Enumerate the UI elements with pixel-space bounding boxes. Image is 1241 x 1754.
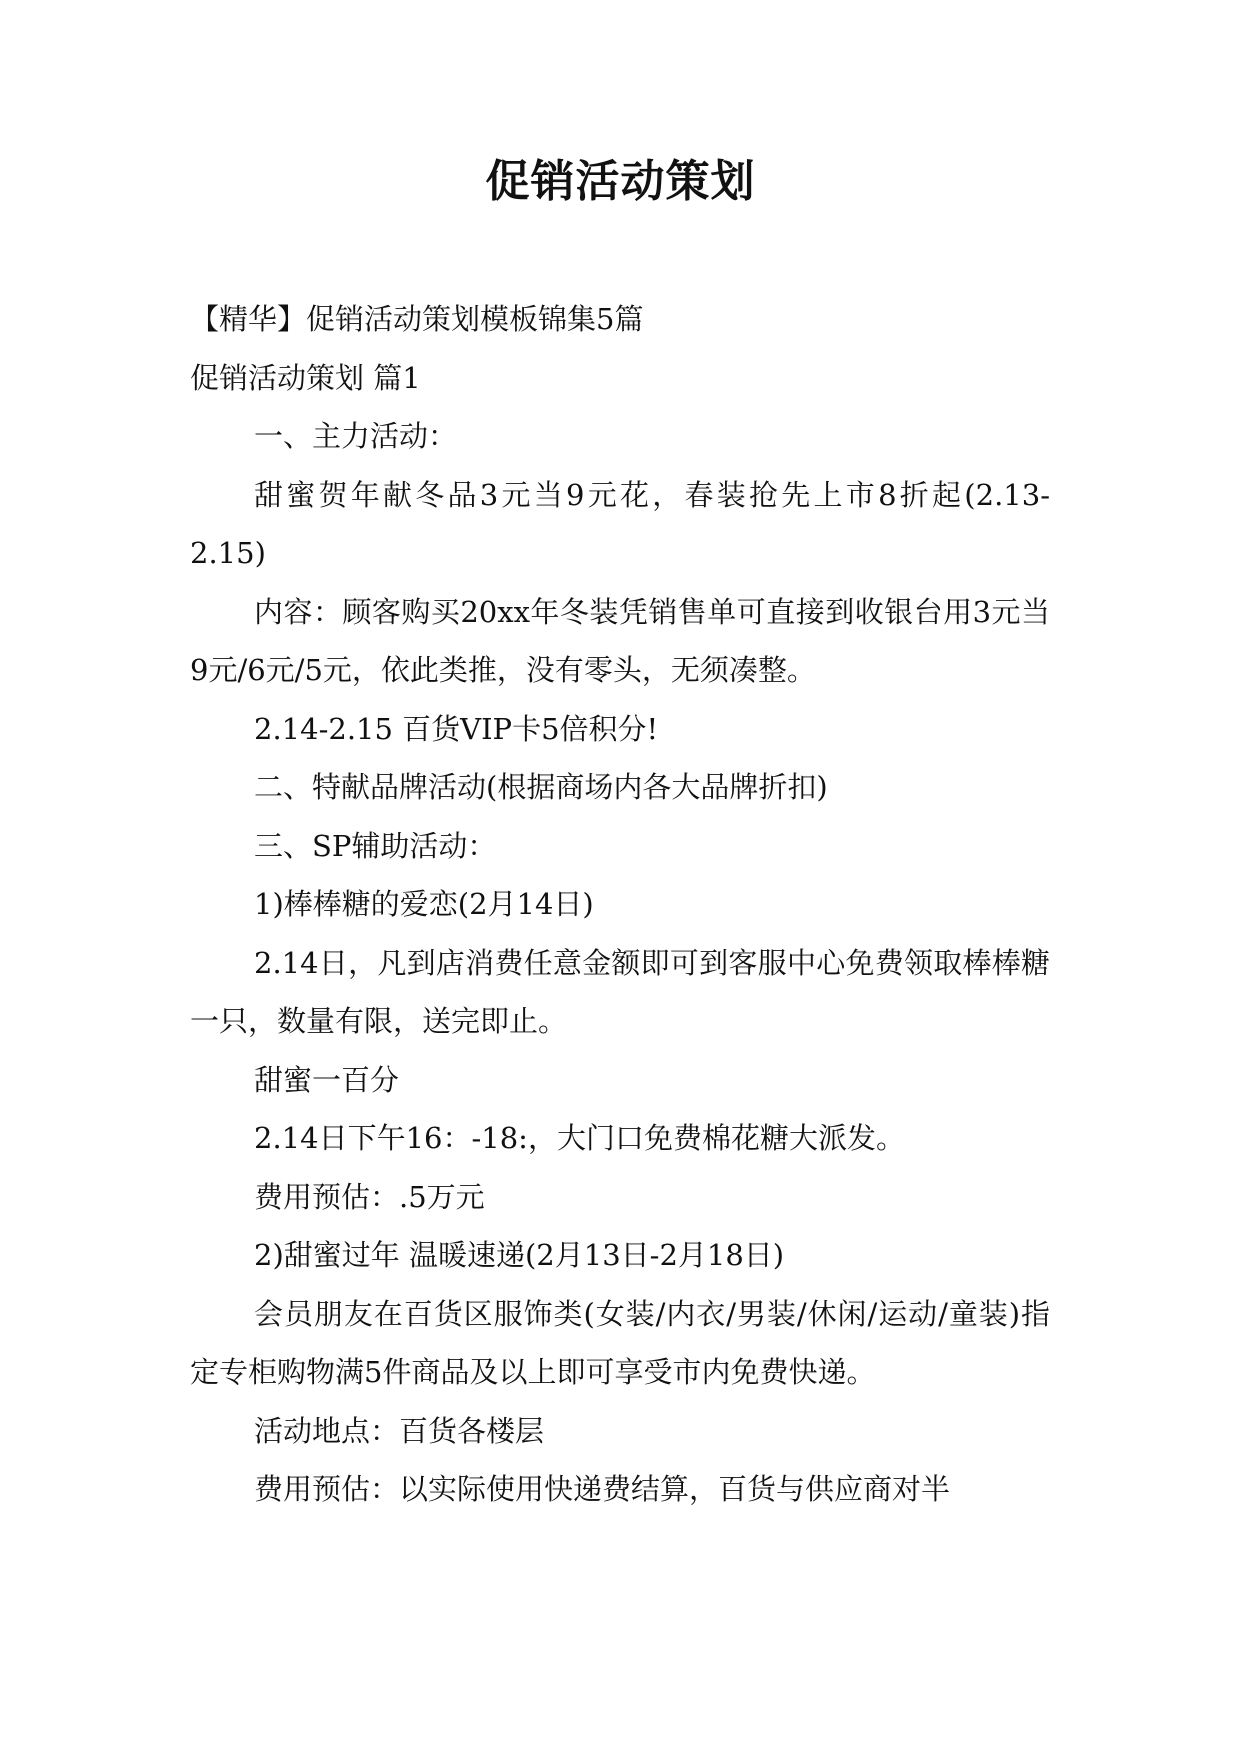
paragraph: 2)甜蜜过年 温暖速递(2月13日-2月18日) [254,1238,785,1272]
paragraph: 甜蜜贺年献冬品3元当9元花，春装抢先上市8折起(2.13-2.15) [190,477,1050,570]
paragraph: 2.14-2.15 百货VIP卡5倍积分! [254,711,659,746]
paragraph: 活动地点：百货各楼层 [254,1413,545,1448]
paragraph-section-title: 促销活动策划 篇1 [190,360,421,395]
paragraph: 2.14日，凡到店消费任意金额即可到客服中心免费领取棒棒糖一只，数量有限，送完即止。 [190,945,1050,1038]
paragraph: 2.14日下午16：-18:，大门口免费棉花糖大派发。 [254,1121,905,1155]
paragraph: 费用预估：以实际使用快递费结算，百货与供应商对半 [254,1472,951,1506]
paragraph: 1)棒棒糖的爱恋(2月14日) [254,887,594,921]
paragraph: 三、SP辅助活动： [254,828,497,863]
paragraph: 费用预估：.5万元 [254,1179,485,1214]
document-body [190,290,1050,1519]
document-title: 促销活动策划 [485,156,756,207]
paragraph: 会员朋友在百货区服饰类(女装/内衣/男装/休闲/运动/童装)指定专柜购物满5件商品及以上即可享受市内免费快递。 [190,1296,1050,1389]
paragraph: 甜蜜一百分 [254,1062,400,1097]
paragraph: 二、特献品牌活动(根据商场内各大品牌折扣) [254,770,828,804]
paragraph-heading: 【精华】促销活动策划模板锦集5篇 [190,302,644,336]
paragraph: 一、主力活动： [254,419,458,453]
paragraph: 内容：顾客购买20xx年冬装凭销售单可直接到收银台用3元当9元/6元/5元，依此类推，没有零头，无须凑整。 [190,594,1050,687]
